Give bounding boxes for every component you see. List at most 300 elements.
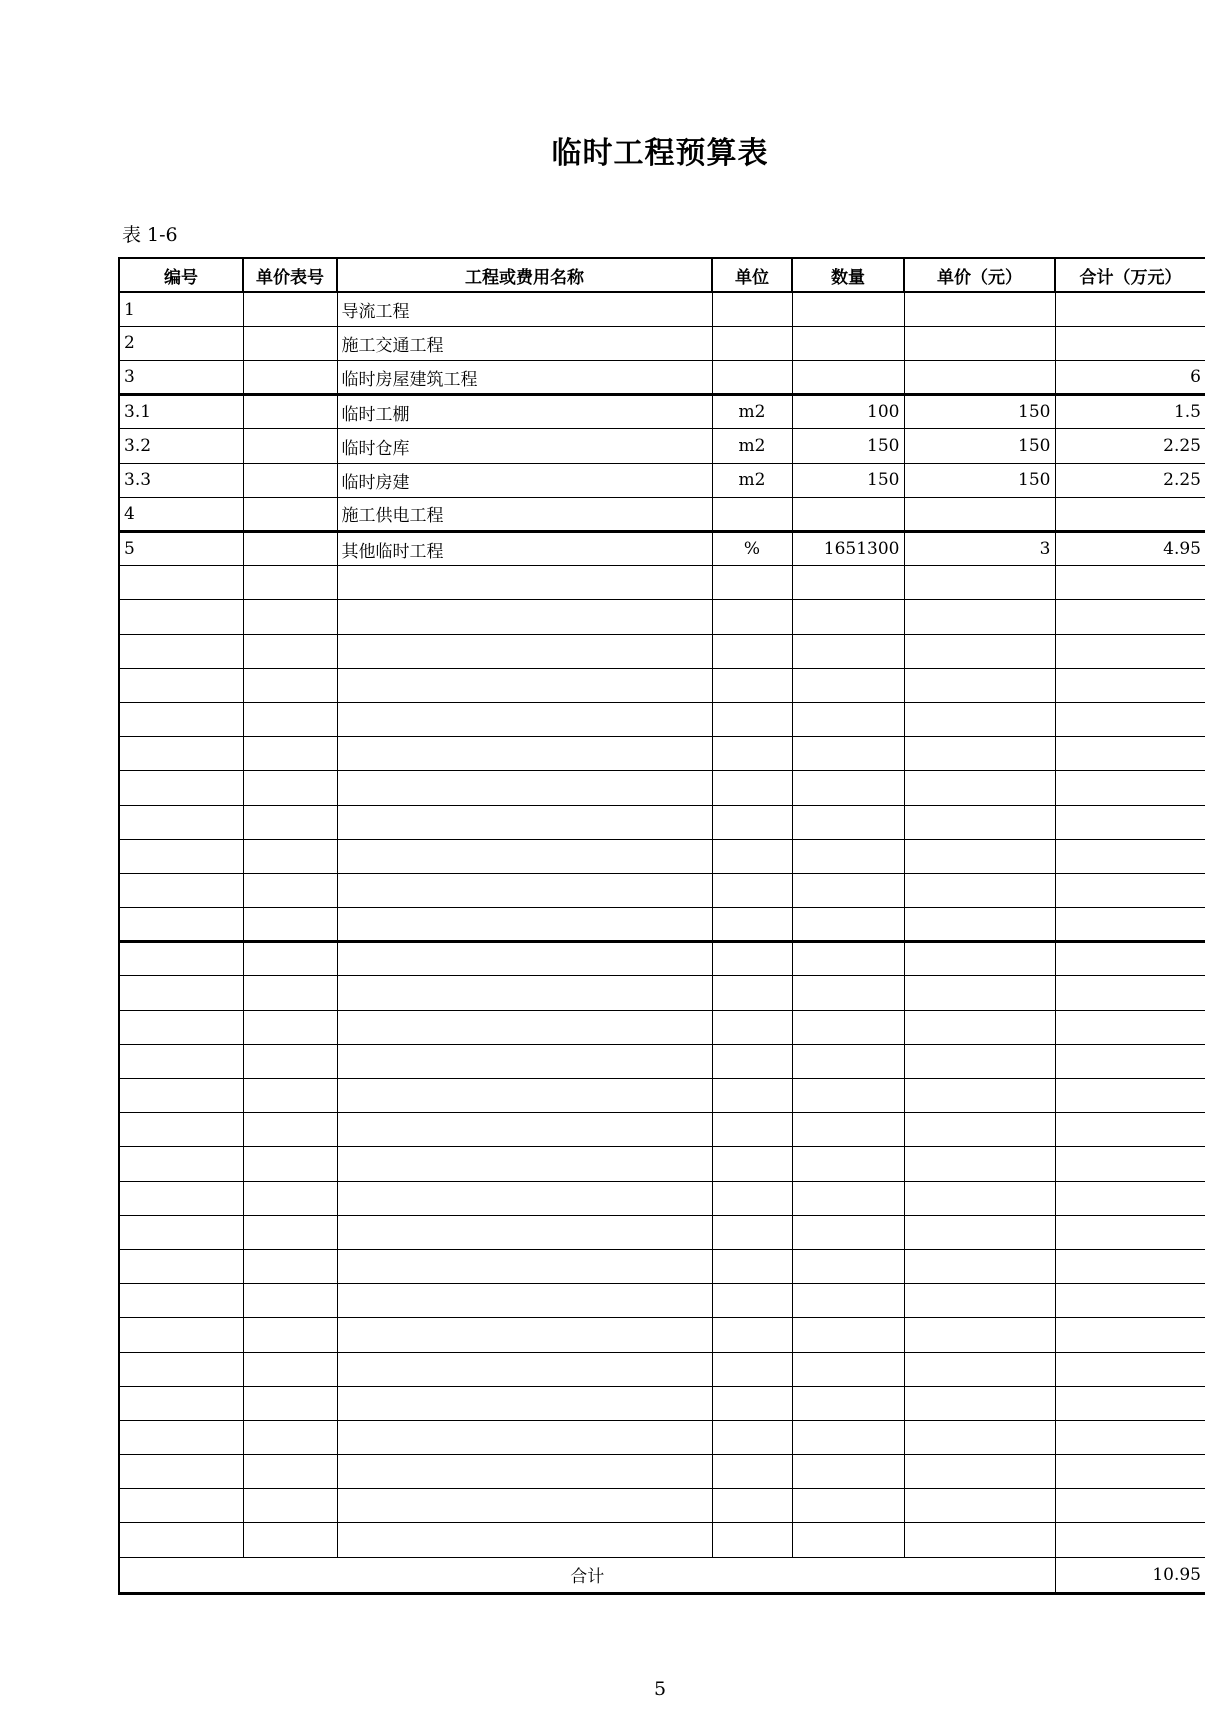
cell-qty: 150 (792, 463, 904, 497)
cell-price: 150 (904, 395, 1055, 429)
cell-price (904, 634, 1055, 668)
cell-price: 150 (904, 463, 1055, 497)
cell-total: 2.25 (1055, 463, 1205, 497)
header-total: 合计（万元） (1055, 258, 1205, 292)
cell-name (337, 1215, 712, 1249)
cell-total (1055, 634, 1205, 668)
cell-unit (712, 1284, 792, 1318)
cell-no (119, 1386, 243, 1420)
cell-qty (792, 1113, 904, 1147)
cell-qty (792, 942, 904, 976)
cell-qty (792, 1455, 904, 1489)
cell-qty (792, 1181, 904, 1215)
cell-no: 3.2 (119, 429, 243, 463)
cell-total (1055, 702, 1205, 736)
cell-ref (243, 942, 337, 976)
cell-ref (243, 1318, 337, 1352)
table-row (119, 1352, 1205, 1386)
cell-qty (792, 1318, 904, 1352)
cell-name (337, 873, 712, 907)
cell-price (904, 1386, 1055, 1420)
cell-name (337, 1284, 712, 1318)
table-row (119, 634, 1205, 668)
cell-qty (792, 292, 904, 326)
table-row (119, 873, 1205, 907)
cell-price (904, 668, 1055, 702)
cell-unit (712, 326, 792, 360)
table-row (119, 566, 1205, 600)
cell-no (119, 1079, 243, 1113)
cell-total (1055, 1249, 1205, 1283)
summary-label: 合计 (119, 1557, 1055, 1593)
cell-total (1055, 566, 1205, 600)
cell-unit (712, 1044, 792, 1078)
cell-price (904, 497, 1055, 531)
cell-total (1055, 326, 1205, 360)
cell-price (904, 600, 1055, 634)
cell-qty (792, 1284, 904, 1318)
cell-price (904, 1010, 1055, 1044)
cell-no (119, 771, 243, 805)
table-row (119, 429, 1205, 463)
cell-unit (712, 1523, 792, 1557)
cell-name (337, 1318, 712, 1352)
cell-unit (712, 805, 792, 839)
cell-qty: 1651300 (792, 532, 904, 566)
cell-ref (243, 1010, 337, 1044)
cell-ref (243, 463, 337, 497)
cell-unit (712, 1489, 792, 1523)
table-row (119, 737, 1205, 771)
cell-no (119, 805, 243, 839)
cell-no (119, 1147, 243, 1181)
table-row (119, 532, 1205, 566)
cell-ref (243, 1284, 337, 1318)
cell-no (119, 1318, 243, 1352)
cell-ref (243, 1386, 337, 1420)
cell-ref (243, 326, 337, 360)
cell-ref (243, 566, 337, 600)
cell-ref (243, 1044, 337, 1078)
cell-name (337, 1420, 712, 1454)
cell-ref (243, 429, 337, 463)
cell-qty (792, 908, 904, 942)
cell-name (337, 976, 712, 1010)
cell-unit (712, 839, 792, 873)
cell-price (904, 771, 1055, 805)
cell-name (337, 1010, 712, 1044)
cell-no (119, 1455, 243, 1489)
cell-unit (712, 566, 792, 600)
cell-qty (792, 737, 904, 771)
cell-unit (712, 292, 792, 326)
cell-name (337, 771, 712, 805)
cell-name (337, 1489, 712, 1523)
cell-total (1055, 1010, 1205, 1044)
cell-ref (243, 668, 337, 702)
cell-ref (243, 737, 337, 771)
cell-no (119, 908, 243, 942)
cell-no: 3 (119, 361, 243, 395)
cell-no: 1 (119, 292, 243, 326)
cell-name (337, 1181, 712, 1215)
cell-price (904, 1249, 1055, 1283)
cell-name (337, 1113, 712, 1147)
header-qty: 数量 (792, 258, 904, 292)
cell-no (119, 600, 243, 634)
cell-name (337, 805, 712, 839)
cell-price (904, 805, 1055, 839)
cell-price (904, 942, 1055, 976)
cell-price (904, 1215, 1055, 1249)
cell-price (904, 839, 1055, 873)
cell-no (119, 668, 243, 702)
cell-price (904, 1455, 1055, 1489)
cell-unit (712, 1386, 792, 1420)
cell-name (337, 1044, 712, 1078)
cell-price (904, 908, 1055, 942)
cell-qty: 100 (792, 395, 904, 429)
cell-price (904, 873, 1055, 907)
table-row (119, 805, 1205, 839)
cell-price (904, 1318, 1055, 1352)
summary-row (119, 1557, 1205, 1593)
cell-qty (792, 771, 904, 805)
cell-no (119, 873, 243, 907)
cell-qty (792, 361, 904, 395)
table-row (119, 1284, 1205, 1318)
cell-unit (712, 1010, 792, 1044)
cell-no (119, 1181, 243, 1215)
budget-table (118, 257, 1205, 1595)
cell-unit (712, 668, 792, 702)
cell-qty (792, 1249, 904, 1283)
cell-name (337, 668, 712, 702)
cell-no (119, 702, 243, 736)
cell-total (1055, 1284, 1205, 1318)
cell-total (1055, 1523, 1205, 1557)
cell-qty (792, 1420, 904, 1454)
cell-price (904, 1113, 1055, 1147)
cell-ref (243, 771, 337, 805)
cell-name (337, 702, 712, 736)
cell-total (1055, 1318, 1205, 1352)
cell-total (1055, 805, 1205, 839)
cell-total (1055, 1420, 1205, 1454)
cell-unit (712, 737, 792, 771)
cell-ref (243, 1489, 337, 1523)
cell-ref (243, 1113, 337, 1147)
cell-total (1055, 497, 1205, 531)
table-row (119, 702, 1205, 736)
cell-name (337, 1455, 712, 1489)
cell-unit: m2 (712, 395, 792, 429)
cell-total (1055, 771, 1205, 805)
table-row (119, 1249, 1205, 1283)
header-unit: 单位 (712, 258, 792, 292)
cell-unit (712, 1318, 792, 1352)
table-row (119, 1044, 1205, 1078)
table-row (119, 1420, 1205, 1454)
cell-total (1055, 839, 1205, 873)
cell-unit (712, 634, 792, 668)
cell-qty: 150 (792, 429, 904, 463)
cell-total (1055, 873, 1205, 907)
cell-qty (792, 497, 904, 531)
table-body (119, 292, 1205, 1557)
cell-total: 4.95 (1055, 532, 1205, 566)
table-row (119, 361, 1205, 395)
cell-ref (243, 873, 337, 907)
cell-ref (243, 532, 337, 566)
cell-name (337, 839, 712, 873)
cell-qty (792, 839, 904, 873)
table-row (119, 908, 1205, 942)
cell-unit (712, 1352, 792, 1386)
cell-qty (792, 1010, 904, 1044)
cell-no (119, 1113, 243, 1147)
cell-qty (792, 1215, 904, 1249)
cell-unit (712, 702, 792, 736)
cell-ref (243, 600, 337, 634)
cell-qty (792, 805, 904, 839)
cell-name (337, 1523, 712, 1557)
cell-no (119, 942, 243, 976)
cell-no (119, 1420, 243, 1454)
cell-price (904, 292, 1055, 326)
cell-total (1055, 1455, 1205, 1489)
cell-price (904, 1420, 1055, 1454)
cell-unit (712, 600, 792, 634)
cell-no (119, 1352, 243, 1386)
cell-name: 临时仓库 (337, 429, 712, 463)
table-row (119, 942, 1205, 976)
cell-unit (712, 1147, 792, 1181)
cell-no (119, 1489, 243, 1523)
cell-name (337, 908, 712, 942)
cell-price (904, 1079, 1055, 1113)
cell-no: 3.1 (119, 395, 243, 429)
cell-ref (243, 1455, 337, 1489)
cell-qty (792, 1523, 904, 1557)
cell-ref (243, 395, 337, 429)
table-row (119, 839, 1205, 873)
cell-no (119, 976, 243, 1010)
cell-total (1055, 976, 1205, 1010)
cell-price (904, 1352, 1055, 1386)
table-row (119, 326, 1205, 360)
table-row (119, 463, 1205, 497)
cell-name (337, 566, 712, 600)
cell-total: 1.5 (1055, 395, 1205, 429)
cell-no: 2 (119, 326, 243, 360)
cell-total (1055, 908, 1205, 942)
table-row (119, 497, 1205, 531)
table-row (119, 292, 1205, 326)
cell-qty (792, 566, 904, 600)
cell-total (1055, 1079, 1205, 1113)
table-row (119, 1079, 1205, 1113)
cell-qty (792, 600, 904, 634)
cell-name: 临时房建 (337, 463, 712, 497)
table-row (119, 1181, 1205, 1215)
cell-price (904, 976, 1055, 1010)
cell-no: 3.3 (119, 463, 243, 497)
header-no: 编号 (119, 258, 243, 292)
cell-no (119, 1523, 243, 1557)
cell-name (337, 1147, 712, 1181)
cell-name (337, 737, 712, 771)
table-row (119, 395, 1205, 429)
cell-ref (243, 976, 337, 1010)
table-row (119, 668, 1205, 702)
cell-ref (243, 908, 337, 942)
cell-qty (792, 873, 904, 907)
table-row (119, 1215, 1205, 1249)
cell-ref (243, 1181, 337, 1215)
cell-ref (243, 1420, 337, 1454)
document-title: 临时工程预算表 (551, 136, 769, 171)
cell-ref (243, 1215, 337, 1249)
cell-unit (712, 976, 792, 1010)
summary-total: 10.95 (1055, 1557, 1205, 1593)
table-row (119, 976, 1205, 1010)
cell-price (904, 1044, 1055, 1078)
cell-qty (792, 1044, 904, 1078)
header-ref: 单价表号 (243, 258, 337, 292)
cell-qty (792, 1489, 904, 1523)
cell-ref (243, 634, 337, 668)
cell-total: 2.25 (1055, 429, 1205, 463)
cell-qty (792, 1352, 904, 1386)
cell-qty (792, 326, 904, 360)
cell-price (904, 326, 1055, 360)
table-number: 表 1-6 (122, 224, 178, 246)
cell-unit (712, 1215, 792, 1249)
cell-ref (243, 839, 337, 873)
cell-name (337, 600, 712, 634)
cell-unit (712, 771, 792, 805)
cell-price (904, 1284, 1055, 1318)
cell-price (904, 702, 1055, 736)
cell-total (1055, 1044, 1205, 1078)
cell-price: 150 (904, 429, 1055, 463)
cell-unit (712, 1249, 792, 1283)
table-row (119, 1147, 1205, 1181)
cell-unit (712, 942, 792, 976)
cell-price (904, 1181, 1055, 1215)
cell-qty (792, 702, 904, 736)
cell-name: 临时工棚 (337, 395, 712, 429)
cell-total (1055, 1386, 1205, 1420)
cell-name (337, 1386, 712, 1420)
cell-unit (712, 1181, 792, 1215)
cell-unit (712, 1079, 792, 1113)
table-row (119, 1318, 1205, 1352)
cell-price (904, 1147, 1055, 1181)
cell-no (119, 634, 243, 668)
cell-no (119, 839, 243, 873)
table-header-row (119, 258, 1205, 292)
cell-unit (712, 1113, 792, 1147)
cell-no (119, 1010, 243, 1044)
cell-name (337, 942, 712, 976)
cell-price (904, 566, 1055, 600)
cell-ref (243, 497, 337, 531)
cell-no (119, 566, 243, 600)
cell-price (904, 737, 1055, 771)
cell-total (1055, 942, 1205, 976)
cell-total (1055, 1352, 1205, 1386)
cell-name (337, 1249, 712, 1283)
table-row (119, 1523, 1205, 1557)
cell-total (1055, 600, 1205, 634)
cell-name: 导流工程 (337, 292, 712, 326)
cell-qty (792, 1386, 904, 1420)
cell-name: 施工供电工程 (337, 497, 712, 531)
cell-name: 施工交通工程 (337, 326, 712, 360)
cell-ref (243, 1352, 337, 1386)
cell-name (337, 634, 712, 668)
cell-total (1055, 737, 1205, 771)
table-row (119, 1010, 1205, 1044)
cell-price (904, 1489, 1055, 1523)
cell-total (1055, 1489, 1205, 1523)
cell-ref (243, 1523, 337, 1557)
cell-price: 3 (904, 532, 1055, 566)
cell-unit (712, 908, 792, 942)
cell-ref (243, 702, 337, 736)
cell-name (337, 1352, 712, 1386)
cell-no (119, 1249, 243, 1283)
cell-no: 5 (119, 532, 243, 566)
table-row (119, 600, 1205, 634)
cell-no (119, 1284, 243, 1318)
cell-no (119, 1044, 243, 1078)
table-row (119, 1489, 1205, 1523)
cell-total (1055, 1147, 1205, 1181)
cell-ref (243, 805, 337, 839)
header-name: 工程或费用名称 (337, 258, 712, 292)
cell-unit (712, 361, 792, 395)
cell-unit (712, 1420, 792, 1454)
cell-unit: m2 (712, 463, 792, 497)
cell-ref (243, 361, 337, 395)
cell-total (1055, 292, 1205, 326)
page-number: 5 (653, 1678, 667, 1700)
table-row (119, 1386, 1205, 1420)
cell-total (1055, 668, 1205, 702)
cell-unit (712, 497, 792, 531)
table-row (119, 1113, 1205, 1147)
cell-unit: % (712, 532, 792, 566)
cell-price (904, 361, 1055, 395)
cell-name (337, 1079, 712, 1113)
cell-unit (712, 873, 792, 907)
table-row (119, 771, 1205, 805)
cell-ref (243, 1249, 337, 1283)
cell-name: 临时房屋建筑工程 (337, 361, 712, 395)
cell-price (904, 1523, 1055, 1557)
cell-no (119, 1215, 243, 1249)
cell-qty (792, 1079, 904, 1113)
cell-no (119, 737, 243, 771)
cell-total (1055, 1113, 1205, 1147)
cell-ref (243, 1147, 337, 1181)
cell-ref (243, 292, 337, 326)
cell-qty (792, 1147, 904, 1181)
cell-total (1055, 1215, 1205, 1249)
